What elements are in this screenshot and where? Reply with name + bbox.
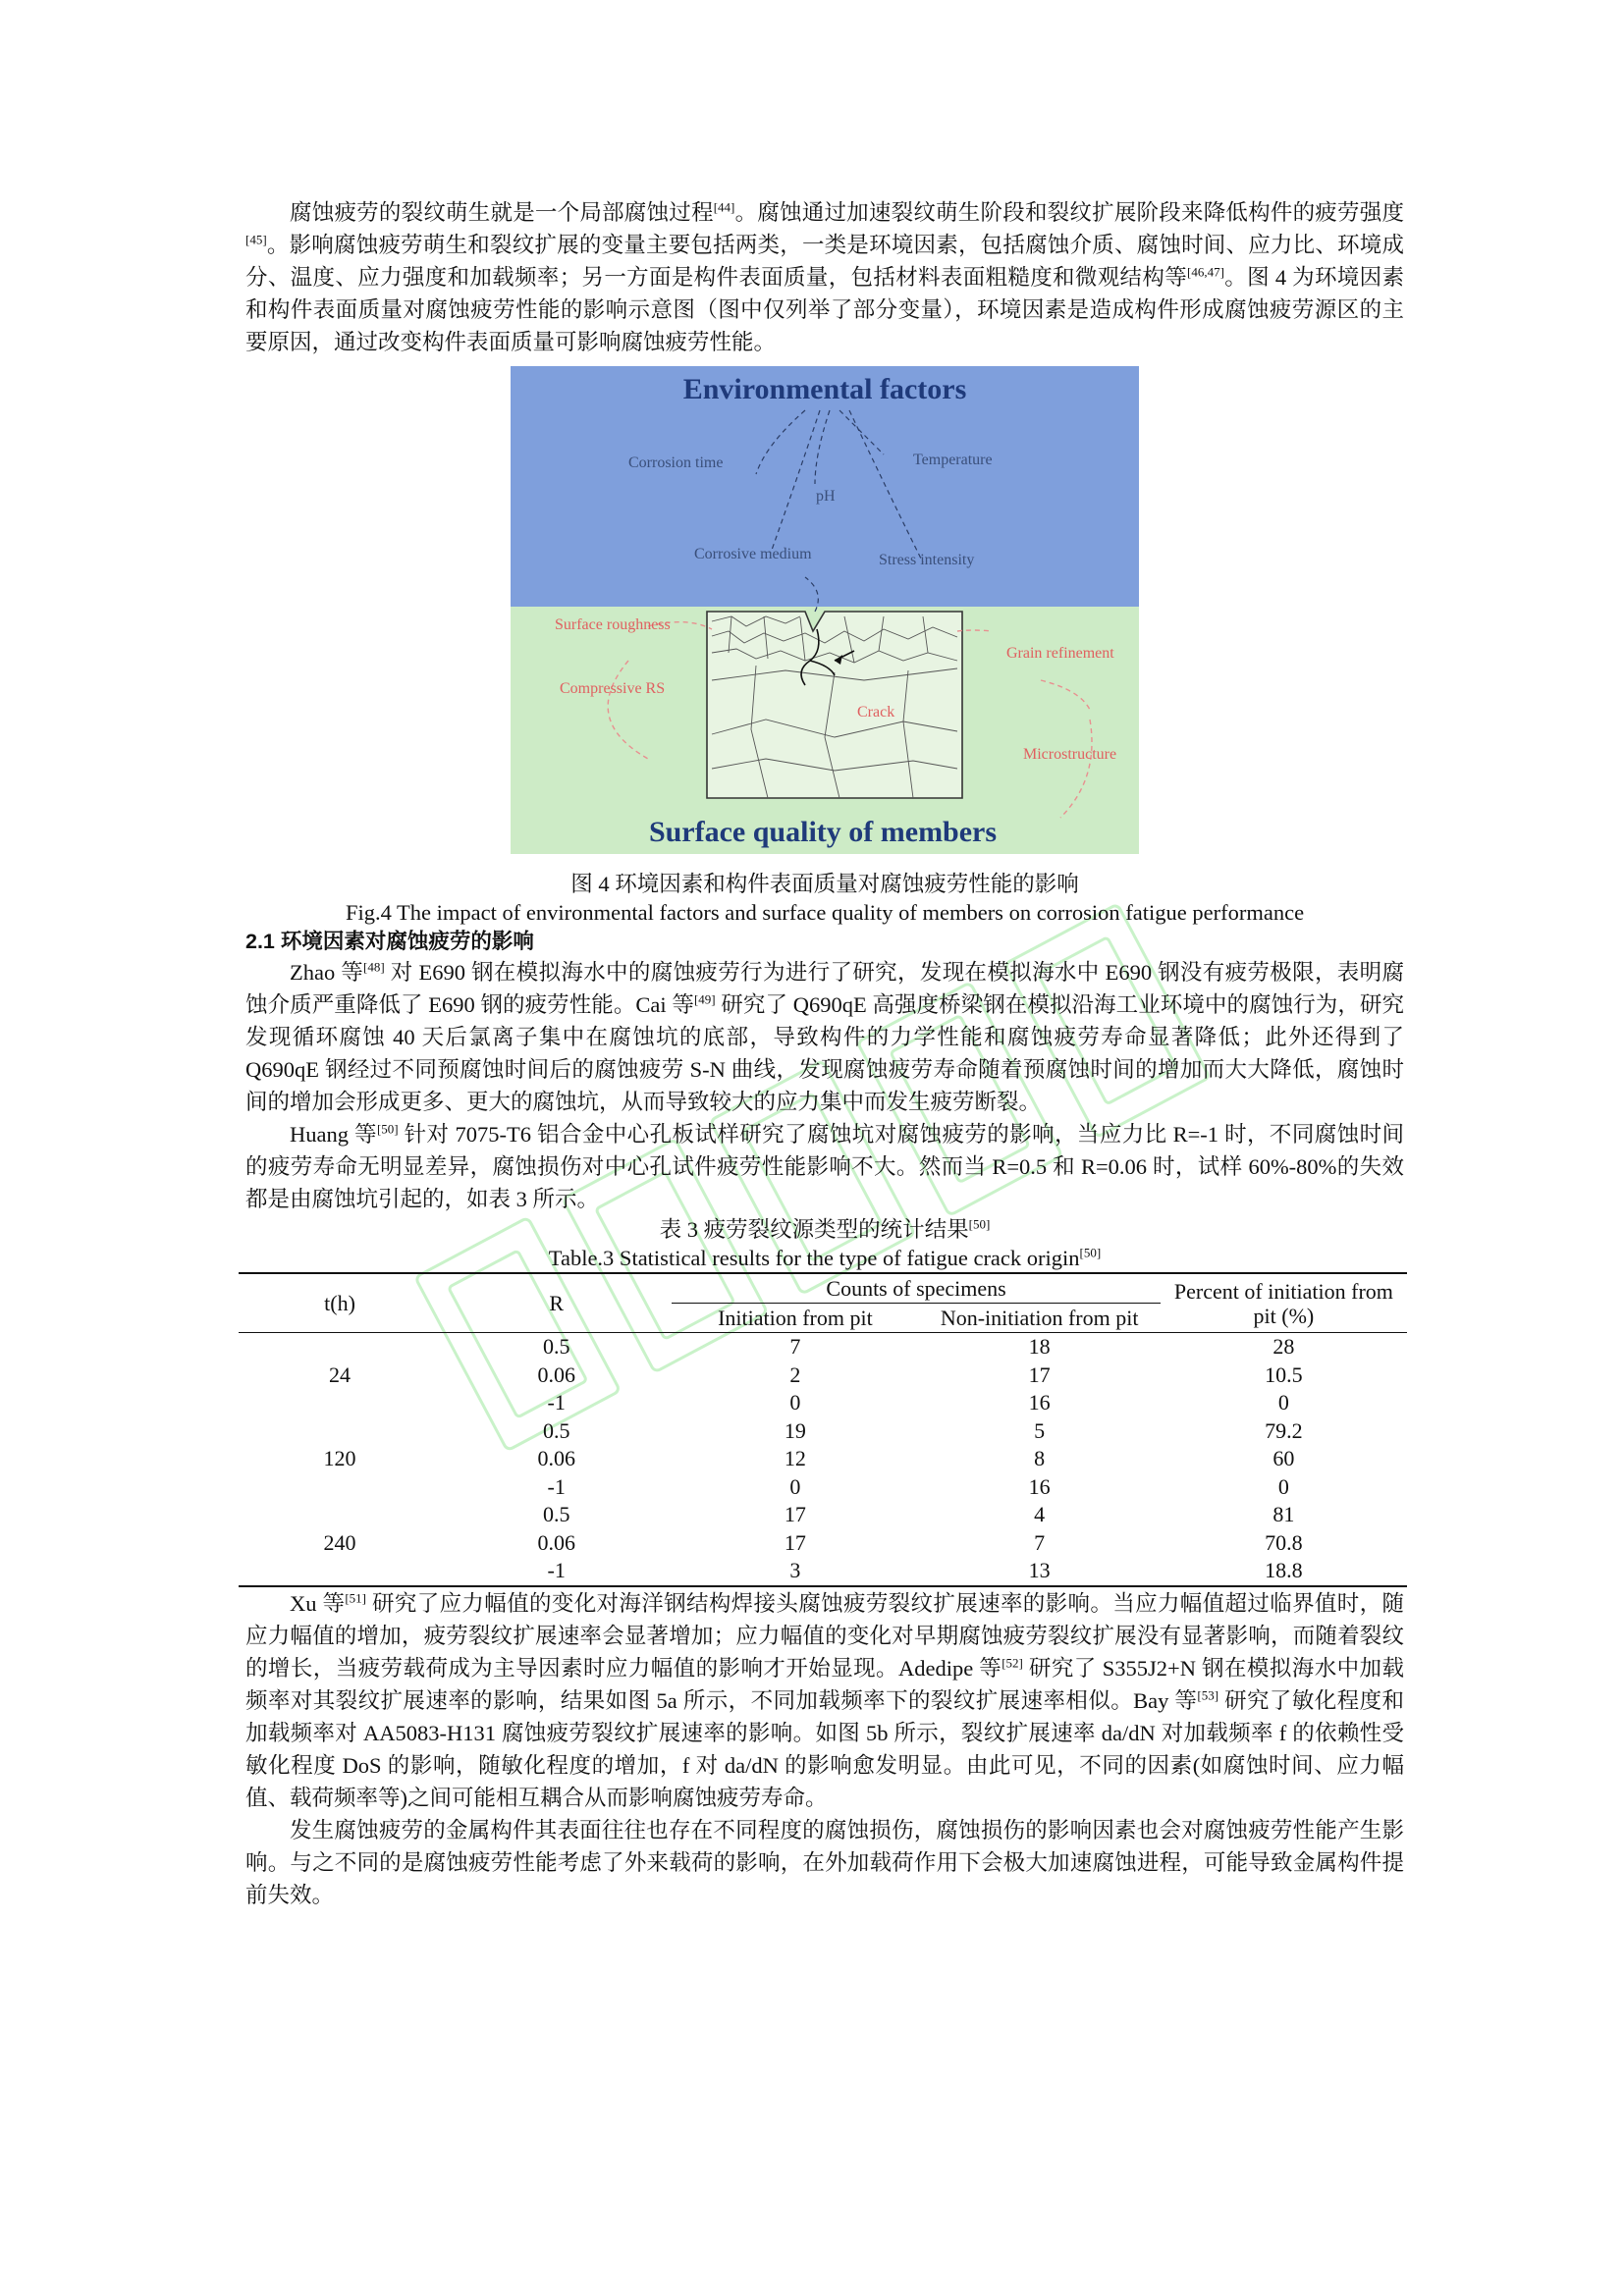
page-body [245,196,1404,1911]
citation: [53] [1197,1687,1219,1702]
cell-non-initiation: 8 [1034,1446,1046,1470]
cell-non-initiation: 16 [1028,1390,1051,1415]
paragraph-huang [245,1118,1404,1215]
text-segment: Table.3 Statistical results for the type of fatigue crack origin [548,1246,1080,1270]
cell-initiation: 0 [789,1473,801,1499]
header-t: t(h) [239,1273,441,1333]
paragraph-zhao-cai [245,956,1404,1118]
cell-r: 0.06 [537,1529,575,1555]
header-non-initiation: Non-initiation from pit [919,1304,1161,1333]
cell-initiation: 19 [784,1417,806,1443]
header-percent: Percent of initiation from pit (%) [1161,1273,1407,1333]
label-temperature: Temperature [913,452,993,468]
cell-r: 0.06 [537,1362,575,1387]
cell-non-initiation: 5 [1034,1417,1046,1443]
cell-r: -1 [547,1390,566,1415]
citation: [51] [345,1590,367,1605]
cell-initiation: 0 [789,1390,801,1415]
text-segment: 针对 7075-T6 铝合金中心孔板试样研究了腐蚀坑对腐蚀疲劳的影响，当应力比 R=-1 时，不同腐蚀时间的疲劳寿命无明显差异，腐蚀损伤对中心孔试件疲劳性能影响不大。然而当 R=0.5 和 R=0.06 时，试样 60%-80%的失效都是由腐蚀坑引起的，如表 3 所示。 [245,1122,1404,1211]
text-segment: 研究了 S355J2+N 钢在模拟海水中加载频率对其裂纹扩展速率的影响，结果如图 5a 所示，不同加载频率下的裂纹扩展速率相似。Bay 等 [245,1655,1404,1713]
figure-caption-cn: 图 4 环境因素和构件表面质量对腐蚀疲劳性能的影响 [570,872,1079,896]
cell-percent: 18.8 [1265,1558,1303,1582]
label-stress-intensity: Stress intensity [879,552,975,568]
citation: [45] [245,232,267,247]
cell-percent: 10.5 [1265,1362,1303,1387]
specimen-block [707,612,962,798]
cell-r: 0.5 [542,1334,570,1359]
text-segment: 研究了应力幅值的变化对海洋钢结构焊接头腐蚀疲劳裂纹扩展速率的影响。当应力幅值超过临界值时，随应力幅值的增加，疲劳裂纹扩展速率会显著增加；应力幅值的变化对早期腐蚀疲劳裂纹扩展没有显著影响，而随着裂纹的增长，当疲劳载荷成为主导因素时应力幅值的影响才开始显现。Adedipe 等 [245,1590,1404,1681]
surface-title: Surface quality of members [648,816,998,848]
cell-non-initiation: 13 [1028,1558,1051,1582]
cell-initiation: 12 [784,1446,806,1470]
statistics-table [239,1272,1407,1587]
cell-percent: 0 [1277,1390,1289,1415]
citation: [44] [713,199,735,215]
table-body [239,1333,1407,1586]
figure-caption-en: Fig.4 The impact of environmental factors and surface quality of members on corrosion fatigue performance [345,900,1305,925]
text-segment: 腐蚀疲劳的裂纹萌生就是一个局部腐蚀过程 [290,200,714,225]
label-compressive-rs: Compressive RS [560,680,666,697]
text-segment: Zhao 等 [290,960,364,985]
cell-percent: 79.2 [1265,1417,1303,1443]
cell-r: -1 [547,1473,566,1499]
label-surface-roughness: Surface roughness [555,616,671,633]
label-corrosion-time: Corrosion time [628,454,724,471]
cell-initiation: 17 [784,1529,806,1555]
label-grain-refinement: Grain refinement [1006,645,1114,662]
cell-t: 240 [239,1501,441,1586]
table-row [239,1417,1407,1446]
text-segment: 。腐蚀通过加速裂纹萌生阶段和裂纹扩展阶段来降低构件的疲劳强度 [734,200,1404,225]
cell-initiation: 2 [789,1362,801,1387]
cell-r: 0.06 [537,1446,575,1470]
cell-r: 0.5 [542,1417,570,1443]
citation: [50] [1079,1245,1102,1260]
text-segment: 表 3 疲劳裂纹源类型的统计结果 [659,1217,969,1242]
header-counts: Counts of specimens [672,1273,1161,1304]
header-r: R [441,1273,672,1333]
table-caption-en [245,1244,1404,1272]
cell-percent: 0 [1277,1473,1289,1499]
citation: [50] [968,1216,991,1232]
paragraph-xu-adedipe-bay [245,1587,1404,1814]
paragraph-conclusion: 发生腐蚀疲劳的金属构件其表面往往也存在不同程度的腐蚀损伤，腐蚀损伤的影响因素也会对腐蚀疲劳性能产生影响。与之不同的是腐蚀疲劳性能考虑了外来载荷的影响，在外加载荷作用下会极大加速腐蚀进程，可能导致金属构件提前失效。 [245,1817,1404,1907]
text-segment: 研究了敏化程度和加载频率对 AA5083-H131 腐蚀疲劳裂纹扩展速率的影响。如图 5b 所示，裂纹扩展速率 da/dN 对加载频率 f 的依赖性受敏化程度 DoS 的影响，随敏化程度的增加，f 对 da/dN 的影响愈发明显。由此可见，不同的因素(如腐蚀时间、应力幅值、载荷频率等)之间可能相互耦合从而影响腐蚀疲劳寿命。 [245,1687,1404,1810]
label-ph: pH [816,488,836,505]
text-segment: 研究了 Q690qE 高强度桥梁钢在模拟沿海工业环境中的腐蚀行为，研究发现循环腐蚀 40 天后氯离子集中在腐蚀坑的底部，导致构件的力学性能和腐蚀疲劳寿命显著降低；此外还得到了 Q690qE 钢经过不同预腐蚀时间后的腐蚀疲劳 S-N 曲线，发现腐蚀疲劳寿命随着预腐蚀时间的增加而大大降低，腐蚀时间的增加会形成更多、更大的腐蚀坑，从而导致较大的应力集中而发生疲劳断裂。 [245,992,1404,1114]
cell-non-initiation: 17 [1028,1362,1051,1387]
paragraph-intro [245,196,1404,358]
cell-initiation: 3 [789,1558,801,1582]
table-caption-cn [245,1215,1404,1244]
figure-4 [511,366,1139,854]
text-segment: Xu 等 [290,1590,346,1616]
cell-t: 24 [329,1362,352,1387]
citation: [50] [376,1121,399,1137]
cell-non-initiation: 4 [1034,1502,1046,1526]
cell-percent: 60 [1272,1446,1295,1470]
text-segment: 。影响腐蚀疲劳萌生和裂纹扩展的变量主要包括两类，一类是环境因素，包括腐蚀介质、腐蚀时间、应力比、环境成分、温度、应力强度和加载频率；另一方面是构件表面质量，包括材料表面粗糙度和微观结构等 [245,233,1404,290]
text-segment: 对 E690 钢在模拟海水中的腐蚀疲劳行为进行了研究，发现在模拟海水中 E690 钢没有疲劳极限，表明腐蚀介质严重降低了 E690 钢的疲劳性能。Cai 等 [245,960,1404,1017]
cell-r: -1 [547,1558,566,1582]
cell-percent: 81 [1272,1502,1295,1526]
figure-4-diagram [511,366,1139,854]
label-microstructure: Microstructure [1023,746,1117,763]
cell-initiation: 7 [789,1334,801,1359]
citation: [49] [693,991,716,1007]
text-segment: Huang 等 [290,1122,377,1147]
label-crack: Crack [857,704,895,721]
citation: [46,47] [1187,264,1224,280]
environment-title: Environmental factors [682,373,967,405]
cell-percent: 28 [1272,1334,1295,1359]
table-row [239,1501,1407,1529]
cell-initiation: 17 [784,1502,806,1526]
label-corrosive-medium: Corrosive medium [694,546,812,562]
citation: [48] [363,959,385,975]
text-segment: 。图 4 为环境因素和构件表面质量对腐蚀疲劳性能的影响示意图（图中仅列举了部分变量），环境因素是造成构件形成腐蚀疲劳源区的主要原因，通过改变构件表面质量可影响腐蚀疲劳性能。 [245,265,1404,354]
cell-non-initiation: 18 [1028,1334,1051,1359]
cell-r: 0.5 [542,1502,570,1526]
header-initiation: Initiation from pit [672,1304,918,1333]
cell-non-initiation: 7 [1034,1529,1046,1555]
cell-percent: 70.8 [1265,1529,1303,1555]
section-title: 2.1 环境因素对腐蚀疲劳的影响 [245,930,534,953]
table-row [239,1333,1407,1362]
citation: [52] [1001,1655,1023,1670]
cell-non-initiation: 16 [1028,1473,1051,1499]
cell-t: 120 [323,1446,356,1470]
